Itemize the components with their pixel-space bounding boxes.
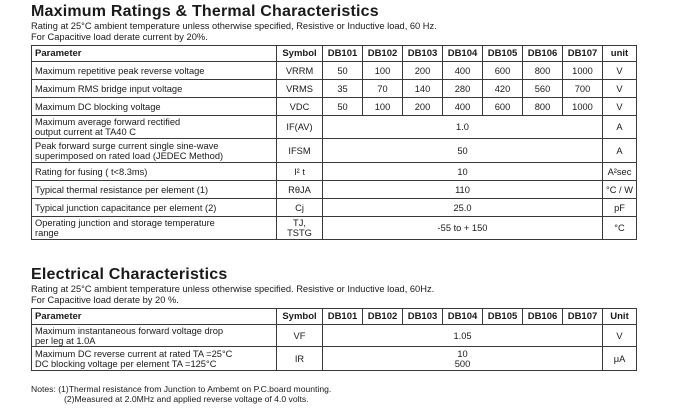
value-cell: 1.05 [323,325,603,347]
table-row [32,116,637,139]
symbol-cell: I² t [277,163,323,181]
value-cell: 800 [523,62,563,80]
symbol-line-2: TSTG [287,228,312,238]
param-line-2: output current at TA40 C [35,127,136,137]
value-cell: 110 [323,181,603,199]
value-cell: 25.0 [323,199,603,217]
max-ratings-subtitle-1: Rating at 25°C ambient temperature unless otherwise specified, Resistive or Inductive load, 60 Hz. [31,21,437,31]
param-cell [32,116,277,139]
unit-cell: °C [603,217,637,240]
table-row [32,325,637,347]
value-cell: 800 [523,98,563,116]
param-cell [32,347,277,371]
param-cell: Maximum repetitive peak reverse voltage [32,62,277,80]
value-cell: 700 [563,80,603,98]
header-db105: DB105 [483,46,523,62]
value-cell: 200 [403,98,443,116]
note-1: Notes: (1)Thermal resistance from Junction to Ambemt on P.C.board mounting. [31,384,332,394]
value-cell: 420 [483,80,523,98]
value-cell: 560 [523,80,563,98]
header-db105: DB105 [483,309,523,325]
notes [31,384,631,404]
max-ratings-table [31,45,637,240]
table-header-row [32,309,637,325]
symbol-cell: RθJA [277,181,323,199]
header-db102: DB102 [363,46,403,62]
electrical-subtitle-1: Rating at 25°C ambient temperature unless otherwise specified. Resistive or Inductive load, 60Hz. [31,284,435,294]
param-line-1: Peak forward surge current single sine-wave [35,140,219,151]
value-cell: 100 [363,62,403,80]
value-cell [323,347,603,371]
param-cell: Rating for fusing ( t<8.3ms) [32,163,277,181]
symbol-cell: VRMS [277,80,323,98]
value-cell: 600 [483,98,523,116]
max-ratings-section [31,3,636,240]
unit-cell: A [603,139,637,163]
header-symbol: Symbol [277,46,323,62]
electrical-table [31,308,637,371]
header-db106: DB106 [523,46,563,62]
table-row [32,163,637,181]
header-db107: DB107 [563,309,603,325]
table-row [32,199,637,217]
unit-cell: A²sec [603,163,637,181]
table-row [32,98,637,116]
table-row [32,217,637,240]
unit-cell: V [603,98,637,116]
note-2: (2)Measured at 2.0MHz and applied reverse voltage of 4.0 volts. [64,394,309,404]
symbol-cell: IF(AV) [277,116,323,139]
value-cell: 400 [443,98,483,116]
header-db103: DB103 [403,309,443,325]
header-unit: unit [603,46,637,62]
unit-cell: A [603,116,637,139]
value-cell: 140 [403,80,443,98]
electrical-title: Electrical Characteristics [31,266,228,283]
unit-cell: μA [603,347,637,371]
header-db104: DB104 [443,309,483,325]
max-ratings-title: Maximum Ratings & Thermal Characteristics [31,3,379,20]
header-db103: DB103 [403,46,443,62]
value-cell: 70 [363,80,403,98]
param-line-2: DC blocking voltage per element TA =125°C [35,358,217,369]
header-parameter: Parameter [32,46,277,62]
value-cell: 50 [323,139,603,163]
value-cell: 1.0 [323,116,603,139]
electrical-subtitle-2: For Capacitive load derate by 20 %. [31,294,179,305]
symbol-cell: VDC [277,98,323,116]
param-cell: Maximum DC blocking voltage [32,98,277,116]
value-cell: 50 [323,62,363,80]
value-cell: 35 [323,80,363,98]
param-cell: Typical junction capacitance per element (2) [32,199,277,217]
param-cell [32,217,277,240]
param-line-2: superimposed on rated load (JEDEC Method) [35,150,224,161]
symbol-cell: Cj [277,199,323,217]
symbol-cell: IFSM [277,139,323,163]
param-line-1: Maximum instantaneous forward voltage drop [35,325,224,336]
header-db107: DB107 [563,46,603,62]
header-unit: Unit [603,309,637,325]
param-cell: Maximum RMS bridge input voltage [32,80,277,98]
electrical-section [31,266,636,371]
value-cell: 1000 [563,98,603,116]
value-cell: 280 [443,80,483,98]
value-cell: 400 [443,62,483,80]
unit-cell: pF [603,199,637,217]
symbol-cell: IR [277,347,323,371]
table-row [32,139,637,163]
value-cell: 600 [483,62,523,80]
header-db101: DB101 [323,309,363,325]
table-row [32,80,637,98]
value-line-2: 500 [454,358,471,369]
value-cell: 50 [323,98,363,116]
header-db104: DB104 [443,46,483,62]
max-ratings-subtitle-2: For Capacitive load derate current by 20%. [31,31,208,42]
param-line-1: Maximum DC reverse current at rated TA =25°C [35,348,233,359]
param-cell: Typical thermal resistance per element (1) [32,181,277,199]
param-cell [32,139,277,163]
header-db101: DB101 [323,46,363,62]
param-line-2: range [35,228,59,238]
param-line-1: Maximum average forward rectified [35,117,181,127]
value-cell: 200 [403,62,443,80]
table-row [32,62,637,80]
param-line-2: per leg at 1.0A [35,335,96,346]
unit-cell: °C / W [603,181,637,199]
unit-cell: V [603,325,637,347]
value-cell: -55 to + 150 [323,217,603,240]
symbol-cell [277,217,323,240]
param-cell [32,325,277,347]
header-parameter: Parameter [32,309,277,325]
value-cell: 1000 [563,62,603,80]
symbol-cell: VF [277,325,323,347]
symbol-cell: VRRM [277,62,323,80]
header-symbol: Symbol [277,309,323,325]
value-cell: 100 [363,98,403,116]
symbol-line-1: TJ, [293,218,306,228]
unit-cell: V [603,62,637,80]
header-db106: DB106 [523,309,563,325]
table-row [32,181,637,199]
unit-cell: V [603,80,637,98]
value-line-1: 10 [457,348,468,359]
value-cell: 10 [323,163,603,181]
header-db102: DB102 [363,309,403,325]
param-line-1: Operating junction and storage temperature [35,218,215,228]
table-header-row [32,46,637,62]
table-row [32,347,637,371]
